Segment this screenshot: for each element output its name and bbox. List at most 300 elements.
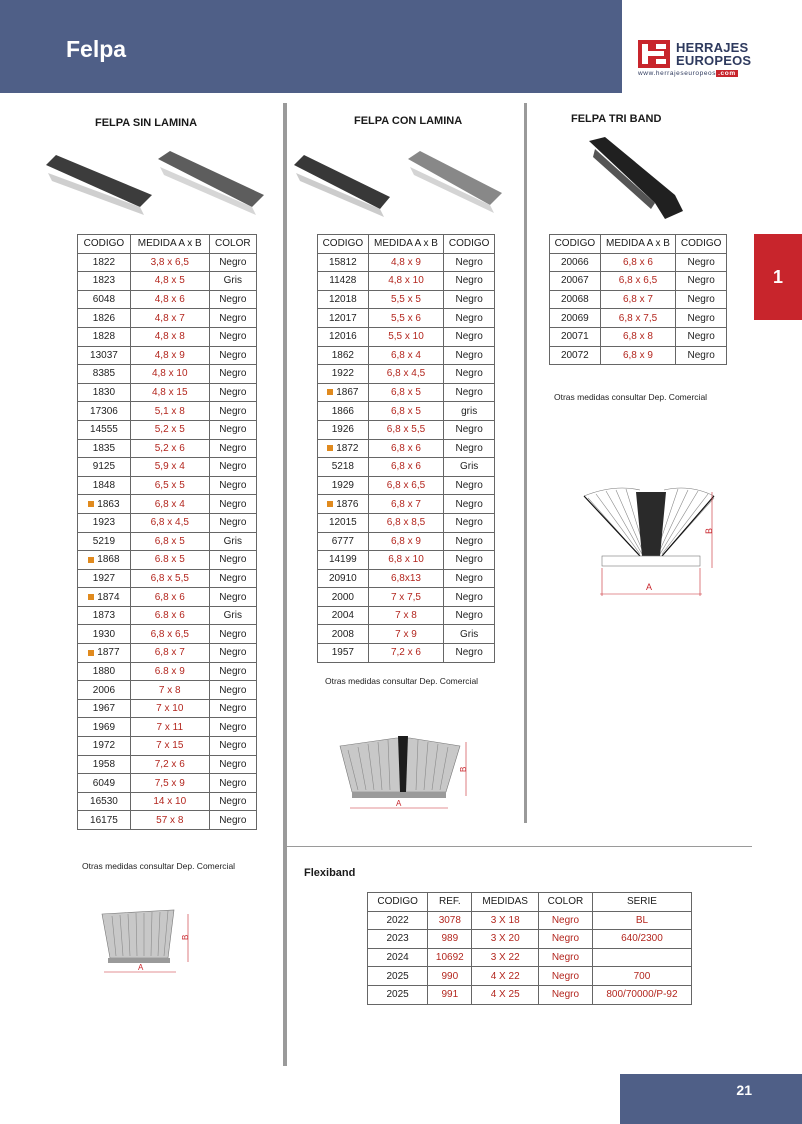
cell-text: 6,8 x 6,5 <box>150 628 189 640</box>
cell-code <box>78 569 131 588</box>
diagram-label-b: B <box>459 766 468 772</box>
cell-text: 6,8 x 7 <box>390 498 421 510</box>
cell-color <box>444 309 495 328</box>
cell-text: 2008 <box>331 628 354 640</box>
cell-text: Negro <box>455 424 483 436</box>
section-title-sin-lamina: FELPA SIN LAMINA <box>95 117 198 129</box>
table-row <box>368 967 692 986</box>
table-felpa-tri-band <box>549 234 727 365</box>
cell-text: 640/2300 <box>621 933 663 945</box>
highlight-marker-icon <box>88 557 94 563</box>
cell-text: Negro <box>687 331 715 343</box>
cell-text: 6,8 x 5 <box>390 405 421 417</box>
cell-text: 7 x 15 <box>156 740 184 752</box>
cell-text: 5,5 x 6 <box>390 312 421 324</box>
cell-size <box>368 290 444 309</box>
cell-code <box>78 402 131 421</box>
cell-code <box>78 625 131 644</box>
cell-size <box>368 327 444 346</box>
table-row <box>78 513 257 532</box>
cell-ref <box>428 985 472 1004</box>
cell-code <box>318 625 369 644</box>
cell-text: 6,8 x 7 <box>154 647 185 659</box>
highlight-marker-icon <box>327 501 333 507</box>
note-con-lamina: Otras medidas consultar Dep. Comercial <box>325 676 479 686</box>
cell-color <box>676 346 727 365</box>
cell-text: Negro <box>219 628 247 640</box>
cell-size <box>368 644 444 663</box>
cell-color <box>209 718 256 737</box>
cell-text: gris <box>461 405 478 417</box>
cell-text: 4,8 x 15 <box>151 387 188 399</box>
cell-code <box>318 588 369 607</box>
cell-text: Negro <box>551 933 580 945</box>
diagram-sin-lamina <box>98 906 208 986</box>
cell-text: 7 x 7,5 <box>390 591 421 603</box>
cell-color <box>209 792 256 811</box>
cell-code <box>78 644 131 663</box>
cell-size <box>130 309 209 328</box>
cell-color <box>209 309 256 328</box>
cell-text: 2022 <box>386 914 409 926</box>
cell-color <box>209 625 256 644</box>
cell-text: 10692 <box>435 952 464 964</box>
cell-color <box>444 551 495 570</box>
table-row <box>78 290 257 309</box>
cell-code <box>78 420 131 439</box>
diagram-label-b: B <box>181 934 190 940</box>
cell-color <box>209 513 256 532</box>
cell-size <box>472 911 539 930</box>
cell-text: 6,8 x 6,5 <box>618 275 658 287</box>
cell-color <box>209 495 256 514</box>
cell-text: Negro <box>551 970 580 982</box>
cell-color <box>209 551 256 570</box>
highlight-marker-icon <box>327 389 333 395</box>
cell-code <box>78 458 131 477</box>
cell-size <box>472 967 539 986</box>
cell-text: 1958 <box>92 758 116 770</box>
cell-code <box>318 346 369 365</box>
cell-text: Negro <box>551 914 580 926</box>
cell-size <box>130 699 209 718</box>
cell-text: 6,8 x 4,5 <box>150 517 189 529</box>
cell-text: 20910 <box>328 572 357 584</box>
cell-code <box>318 495 369 514</box>
cell-text: 3,8 x 6,5 <box>150 256 189 268</box>
cell-color <box>444 365 495 384</box>
cell-text: 3 X 20 <box>490 933 520 945</box>
cell-color <box>444 606 495 625</box>
cell-text: 989 <box>441 933 459 945</box>
cell-color <box>209 327 256 346</box>
table-row <box>318 476 495 495</box>
cell-code <box>78 718 131 737</box>
cell-size <box>368 625 444 644</box>
cell-color <box>676 253 727 272</box>
cell-text: 991 <box>441 989 459 1001</box>
cell-color <box>209 402 256 421</box>
cell-text: 14199 <box>328 554 357 566</box>
cell-text: 5,5 x 5 <box>390 294 421 306</box>
cell-text: 1848 <box>92 480 116 492</box>
table-row <box>78 625 257 644</box>
cell-size <box>368 420 444 439</box>
cell-color <box>209 420 256 439</box>
cell-color <box>444 625 495 644</box>
cell-text: Negro <box>455 647 483 659</box>
table-felpa-sin-lamina <box>77 234 257 830</box>
cell-color <box>209 346 256 365</box>
cell-text: 6777 <box>331 535 354 547</box>
cell-size <box>368 513 444 532</box>
cell-size <box>130 327 209 346</box>
cell-size <box>130 662 209 681</box>
cell-color <box>444 458 495 477</box>
cell-size <box>368 588 444 607</box>
cell-code <box>78 699 131 718</box>
cell-text: 1877 <box>97 647 120 659</box>
table-row <box>318 532 495 551</box>
table-row <box>78 458 257 477</box>
cell-size <box>130 551 209 570</box>
table-row <box>318 588 495 607</box>
table-row <box>318 513 495 532</box>
cell-text: 6,8 x 4 <box>390 349 421 361</box>
cell-text: 1826 <box>92 312 116 324</box>
table-row <box>78 699 257 718</box>
cell-text: 16175 <box>90 814 118 826</box>
cell-size <box>130 495 209 514</box>
cell-text: 1866 <box>331 405 354 417</box>
cell-text: 12015 <box>328 517 357 529</box>
cell-ref <box>428 967 472 986</box>
cell-text: Negro <box>219 740 247 752</box>
cell-text: 7,2 x 6 <box>390 647 421 659</box>
cell-text: 14555 <box>90 424 118 436</box>
cell-code <box>318 439 369 458</box>
cell-code <box>78 439 131 458</box>
cell-text: 6,8 x 4,5 <box>386 368 426 380</box>
cell-color <box>676 327 727 346</box>
table-row <box>78 327 257 346</box>
cell-size <box>130 588 209 607</box>
cell-size <box>130 755 209 774</box>
cell-text: Negro <box>219 368 247 380</box>
cell-text: 6,8 x 6 <box>390 442 421 454</box>
cell-text: Negro <box>219 387 247 399</box>
cell-code <box>78 290 131 309</box>
cell-size <box>130 792 209 811</box>
cell-size <box>368 569 444 588</box>
cell-text: 6,8 x 10 <box>388 554 424 566</box>
felpa-tri-band-product-image <box>585 135 695 225</box>
cell-text: 700 <box>633 970 651 982</box>
cell-text: 800/70000/P-92 <box>606 989 678 1001</box>
cell-color <box>444 532 495 551</box>
cell-code <box>318 569 369 588</box>
cell-text: 4,8 x 5 <box>154 275 185 287</box>
cell-color <box>209 774 256 793</box>
cell-size <box>130 383 209 402</box>
cell-text: Negro <box>455 498 483 510</box>
cell-size <box>130 439 209 458</box>
cell-code <box>78 606 131 625</box>
cell-text: Negro <box>455 610 483 622</box>
cell-text: 1927 <box>92 572 116 584</box>
highlight-marker-icon <box>88 650 94 656</box>
cell-code <box>78 681 131 700</box>
cell-code <box>368 985 428 1004</box>
table-row <box>318 551 495 570</box>
table-row <box>78 737 257 756</box>
cell-text: 6049 <box>92 777 116 789</box>
cell-color <box>538 967 592 986</box>
cell-text: 6,8 x 5 <box>390 387 421 399</box>
cell-text: Negro <box>219 424 247 436</box>
table-flexiband <box>367 892 692 1005</box>
cell-text: 4,8 x 10 <box>151 368 188 380</box>
cell-text: 6,8 x 6 <box>390 461 421 473</box>
cell-color <box>444 513 495 532</box>
cell-text: 6,8 x 5 <box>154 535 185 547</box>
cell-color <box>209 737 256 756</box>
cell-text: Negro <box>687 349 715 361</box>
cell-serie <box>592 985 691 1004</box>
cell-text: 5,1 x 8 <box>154 405 185 417</box>
cell-text: 20068 <box>560 294 589 306</box>
cell-code <box>318 476 369 495</box>
cell-text: 14 x 10 <box>153 796 187 808</box>
cell-size <box>130 253 209 272</box>
table-row <box>318 402 495 421</box>
cell-ref <box>428 948 472 967</box>
cell-code <box>318 458 369 477</box>
cell-size <box>368 365 444 384</box>
cell-text: Negro <box>687 294 715 306</box>
cell-code <box>318 644 369 663</box>
cell-text: 2025 <box>386 970 409 982</box>
cell-text: 12017 <box>328 312 357 324</box>
cell-text: Negro <box>219 312 247 324</box>
cell-text: Negro <box>455 368 483 380</box>
table-row <box>78 569 257 588</box>
cell-text: Gris <box>223 275 242 287</box>
cell-color <box>444 402 495 421</box>
table-row <box>78 588 257 607</box>
logo-text-line1: HERRAJES <box>676 40 749 55</box>
cell-text: Negro <box>551 989 580 1001</box>
cell-color <box>209 606 256 625</box>
cell-text: BL <box>635 914 649 926</box>
cell-size <box>130 476 209 495</box>
table-row <box>368 911 692 930</box>
cell-size <box>472 985 539 1004</box>
cell-text: 7 x 9 <box>395 628 417 640</box>
table-row <box>318 290 495 309</box>
column-header: COLOR <box>209 235 256 254</box>
cell-text: Negro <box>219 665 247 677</box>
cell-code <box>318 606 369 625</box>
cell-text: 4 X 25 <box>490 989 520 1001</box>
cell-code <box>550 272 601 291</box>
felpa-sin-lamina-product-image <box>40 145 280 225</box>
cell-ref <box>428 911 472 930</box>
cell-code <box>318 532 369 551</box>
cell-text: Negro <box>687 256 715 268</box>
cell-text: 2000 <box>331 591 354 603</box>
cell-color <box>209 662 256 681</box>
cell-size <box>368 606 444 625</box>
cell-code <box>368 948 428 967</box>
diagram-tri-band <box>574 482 724 602</box>
table-row <box>78 551 257 570</box>
table-row <box>318 346 495 365</box>
cell-size <box>600 309 676 328</box>
table-row <box>78 420 257 439</box>
cell-size <box>368 458 444 477</box>
section-title-flexiband: Flexiband <box>304 867 356 879</box>
cell-text: 15812 <box>328 256 357 268</box>
cell-code <box>550 253 601 272</box>
cell-color <box>209 681 256 700</box>
table-row <box>78 755 257 774</box>
cell-text: Negro <box>219 703 247 715</box>
table-row <box>318 253 495 272</box>
cell-code <box>318 365 369 384</box>
cell-code <box>78 513 131 532</box>
cell-size <box>472 930 539 949</box>
cell-color <box>444 588 495 607</box>
cell-text: 2024 <box>386 952 409 964</box>
cell-size <box>368 532 444 551</box>
cell-text: Negro <box>219 796 247 808</box>
cell-text: 2006 <box>92 684 116 696</box>
cell-text: Negro <box>219 498 247 510</box>
cell-text: 6,8 x 5,5 <box>386 424 426 436</box>
cell-size <box>130 420 209 439</box>
cell-color <box>444 290 495 309</box>
cell-text: 7,5 x 9 <box>154 777 185 789</box>
cell-text: 1823 <box>92 275 116 287</box>
cell-size <box>130 532 209 551</box>
cell-code <box>78 792 131 811</box>
cell-text: 1972 <box>92 740 116 752</box>
cell-text: Gris <box>459 461 479 473</box>
cell-text: 1926 <box>331 424 354 436</box>
cell-size <box>600 272 676 291</box>
cell-color <box>209 458 256 477</box>
cell-text: 6,5 x 5 <box>154 480 185 492</box>
cell-text: 5219 <box>92 535 116 547</box>
felpa-con-lamina-product-image <box>290 145 520 225</box>
column-header: SERIE <box>592 893 691 912</box>
table-row <box>318 569 495 588</box>
cell-color <box>676 290 727 309</box>
cell-code <box>318 402 369 421</box>
cell-text: Negro <box>219 256 247 268</box>
table-row <box>318 458 495 477</box>
diagram-label-a: A <box>138 963 144 972</box>
cell-size <box>600 327 676 346</box>
cell-size <box>368 309 444 328</box>
table-row <box>318 439 495 458</box>
table-row <box>550 309 727 328</box>
column-header: MEDIDA A x B <box>130 235 209 254</box>
cell-size <box>130 681 209 700</box>
table-row <box>78 309 257 328</box>
cell-text: 3078 <box>438 914 461 926</box>
cell-color <box>444 476 495 495</box>
cell-size <box>130 625 209 644</box>
cell-text: 3 X 18 <box>490 914 520 926</box>
cell-text: 16530 <box>90 796 118 808</box>
cell-text: 4,8 x 7 <box>154 312 185 324</box>
cell-text: Negro <box>219 405 247 417</box>
cell-text: 20067 <box>560 275 589 287</box>
section-title-con-lamina: FELPA CON LAMINA <box>354 115 463 127</box>
cell-text: 7 x 10 <box>156 703 184 715</box>
table-row <box>78 532 257 551</box>
cell-text: Negro <box>455 535 483 547</box>
table-row <box>318 272 495 291</box>
table-row <box>78 774 257 793</box>
cell-text: 8385 <box>92 368 116 380</box>
cell-text: Negro <box>219 591 247 603</box>
cell-size <box>472 948 539 967</box>
cell-color <box>209 476 256 495</box>
cell-text: 1872 <box>336 442 359 454</box>
cell-color <box>209 290 256 309</box>
table-row <box>368 948 692 967</box>
cell-size <box>130 718 209 737</box>
cell-text: 6,8 x 9 <box>622 349 653 361</box>
cell-color <box>444 495 495 514</box>
cell-text: 1967 <box>92 703 116 715</box>
cell-code <box>550 327 601 346</box>
cell-size <box>368 439 444 458</box>
cell-text: 1969 <box>92 721 116 733</box>
page-title: Felpa <box>66 36 127 62</box>
cell-text: 5,5 x 10 <box>388 331 424 343</box>
cell-text: 20069 <box>560 312 589 324</box>
cell-text: 7 x 11 <box>156 721 184 733</box>
cell-code <box>78 737 131 756</box>
table-row <box>550 272 727 291</box>
cell-code <box>78 662 131 681</box>
table-row <box>550 327 727 346</box>
chapter-tab: 1 <box>754 234 802 320</box>
column-header: CODIGO <box>676 235 727 254</box>
cell-text: Negro <box>455 331 483 343</box>
table-row <box>318 495 495 514</box>
cell-serie <box>592 930 691 949</box>
divider-right <box>524 103 527 823</box>
cell-text: 3 X 22 <box>490 952 520 964</box>
column-header: CODIGO <box>318 235 369 254</box>
table-row <box>78 253 257 272</box>
cell-text: 17306 <box>90 405 118 417</box>
cell-text: Gris <box>223 610 242 622</box>
cell-text: Negro <box>219 684 247 696</box>
cell-text: 6048 <box>92 294 116 306</box>
cell-text: Negro <box>219 294 247 306</box>
cell-color <box>444 383 495 402</box>
cell-color <box>209 383 256 402</box>
cell-serie <box>592 967 691 986</box>
cell-text: Negro <box>455 591 483 603</box>
diagram-label-a: A <box>646 582 653 592</box>
